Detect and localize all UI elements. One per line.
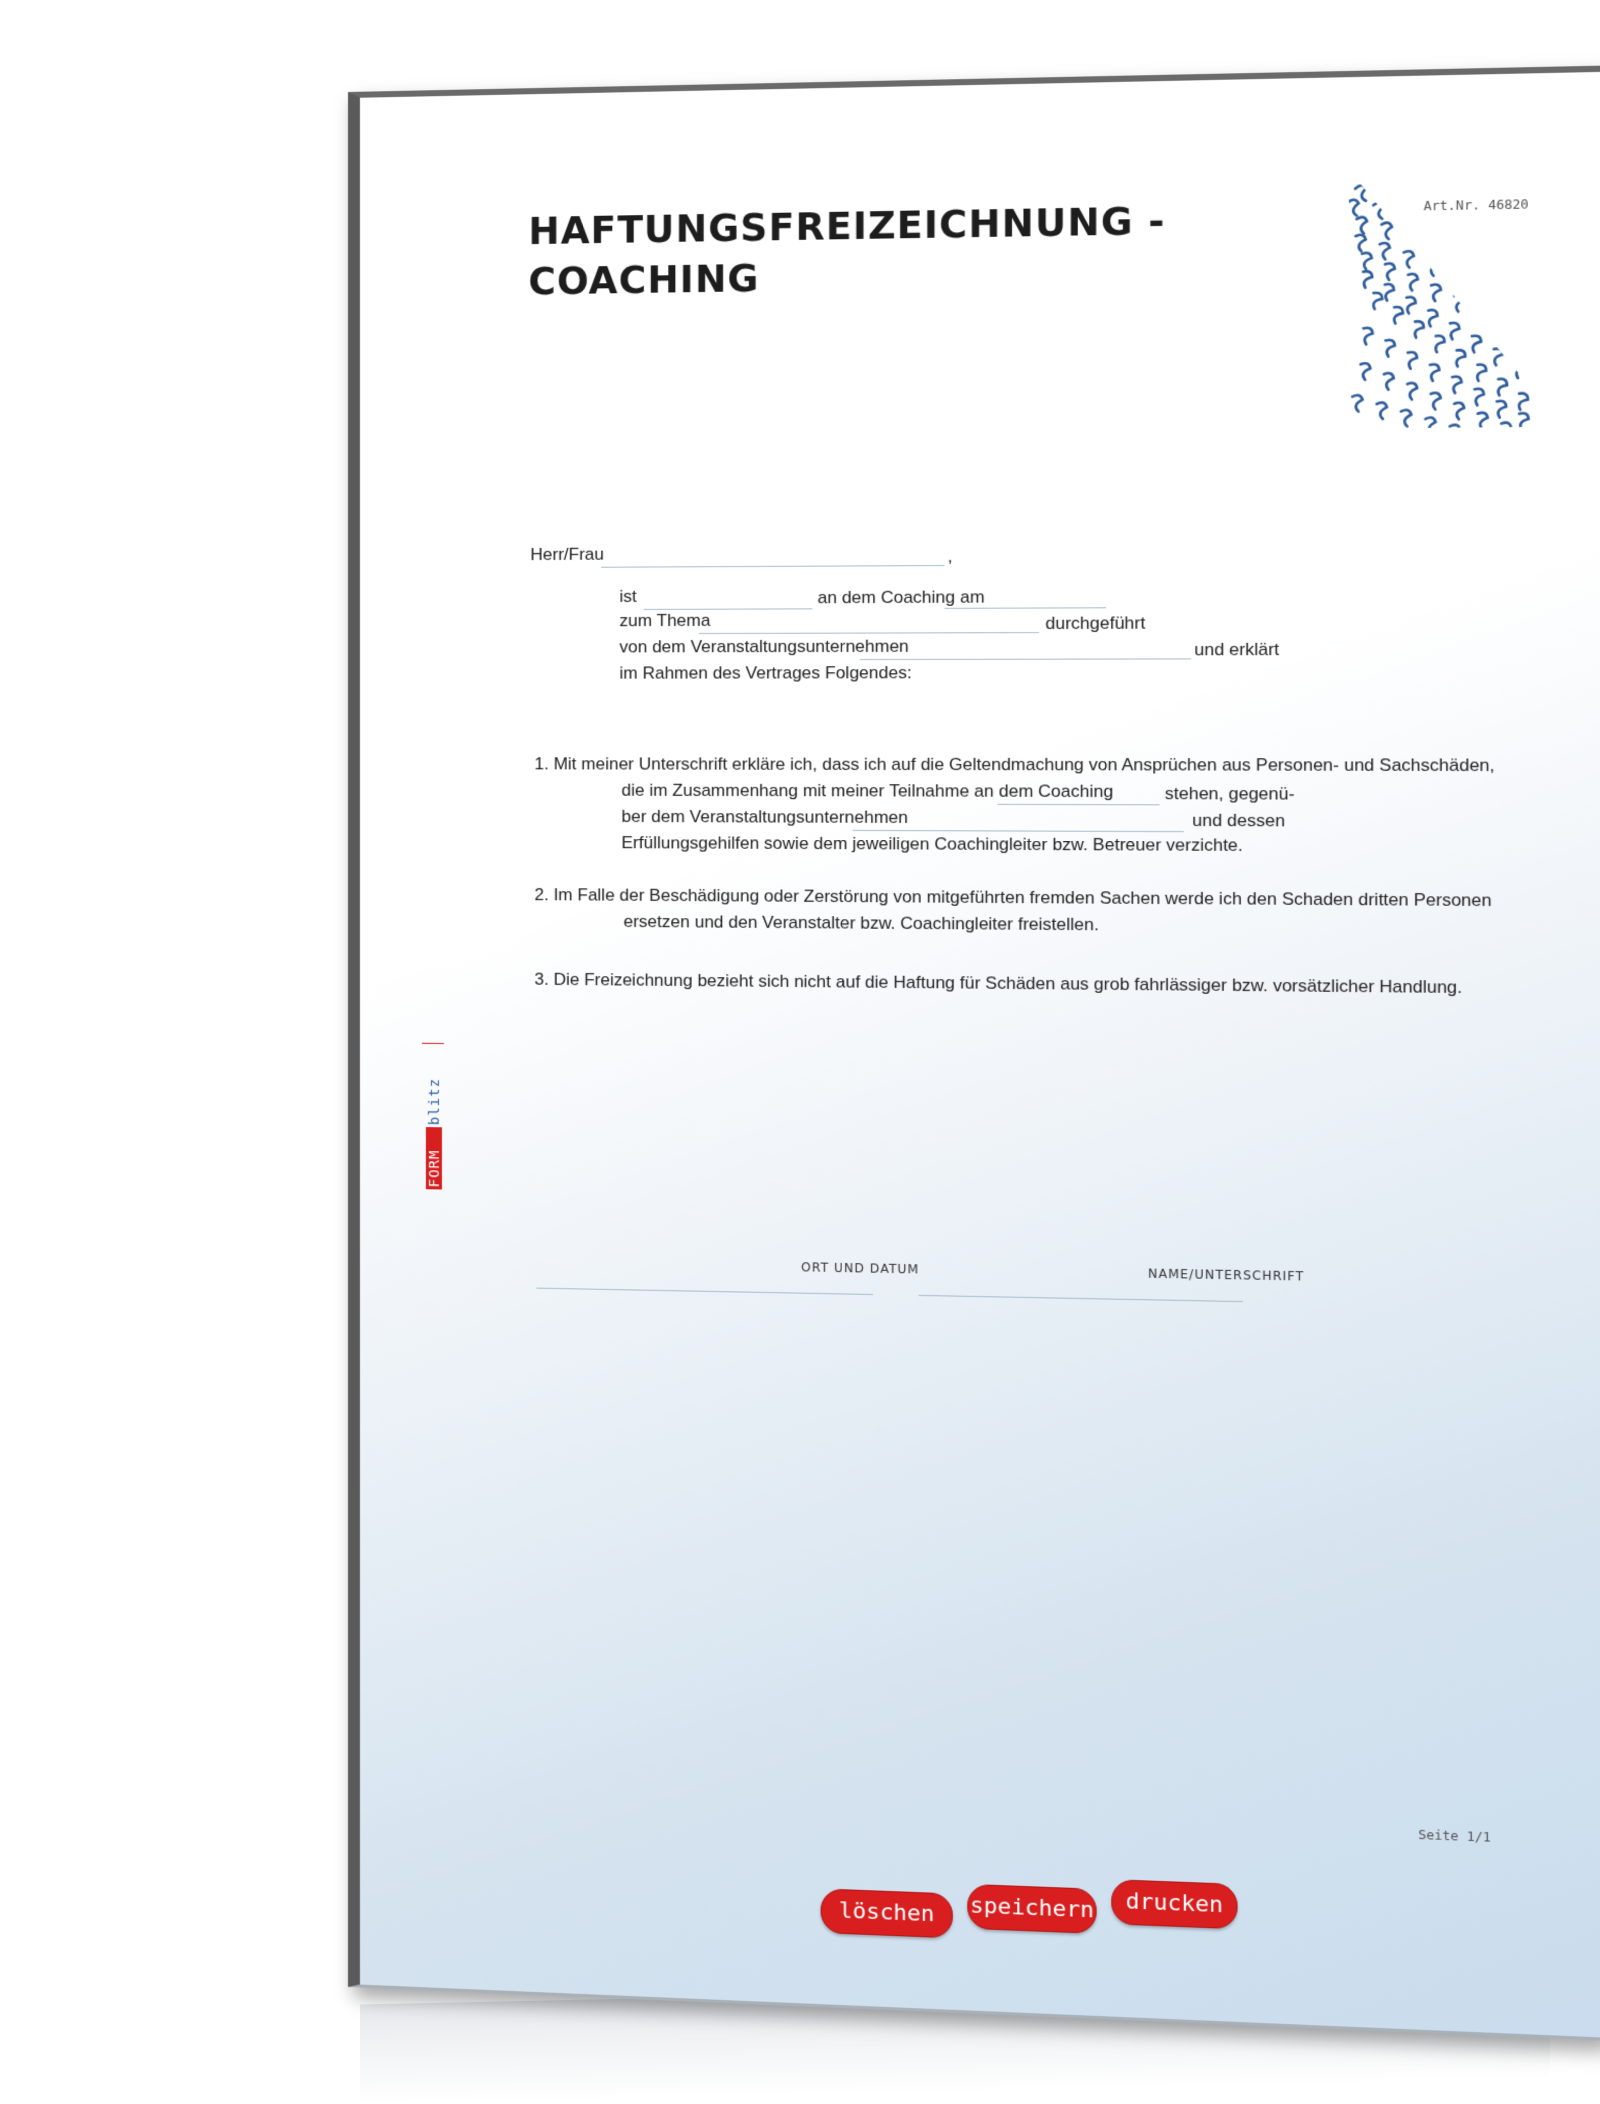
signature-input-line[interactable] [919, 1295, 1243, 1302]
topic-label: zum Thema [619, 611, 710, 632]
clause-2-line-2: ersetzen und den Veranstalter bzw. Coachingleiter freistellen. [623, 912, 1098, 936]
clause-3-line-1: 3. Die Freizeichnung bezieht sich nicht auf die Haftung für Schäden aus grob fahrlässiger bzw. vorsätzlicher Handlung. [534, 970, 1462, 999]
article-number: Art.Nr. 46820 [1424, 196, 1529, 213]
title-line-2: COACHING [528, 247, 1165, 307]
svg-text:FORM: FORM [427, 1149, 443, 1187]
clause-2-line-1: 2. Im Falle der Beschädigung oder Zerstörung von mitgeführten fremden Sachen werde ich den Schaden dritten Personen [534, 885, 1491, 911]
document-page [348, 66, 1600, 2041]
clause-1-line-4: Erfüllungsgehilfen sowie dem jeweiligen Coachingleiter bzw. Betreuer verzichte. [621, 833, 1242, 856]
role-input-line[interactable] [644, 608, 813, 610]
delete-button[interactable]: löschen [821, 1888, 953, 1938]
title-line-1: HAFTUNGSFREIZEICHNUNG - [528, 196, 1165, 257]
save-button[interactable]: speichern [967, 1884, 1096, 1934]
declares-label: und erklärt [1194, 640, 1279, 661]
clause-1-line-1: 1. Mit meiner Unterschrift erkläre ich, dass ich auf die Geltendmachung von Ansprüchen aus Personen- und Sachschäden, [534, 754, 1494, 776]
clause-1-line-2a: die im Zusammenhang mit meiner Teilnahme an dem Coaching [621, 781, 1113, 803]
place-date-label: ORT UND DATUM [801, 1260, 919, 1276]
topic-input-line[interactable] [699, 632, 1039, 634]
place-date-input-line[interactable] [536, 1288, 873, 1295]
ist-label: ist [619, 587, 636, 607]
organizer-label: von dem Veranstaltungsunternehmen [619, 637, 908, 658]
clause-1-line-3a: ber dem Veranstaltungsunternehmen [621, 807, 908, 828]
coaching-date-input-line[interactable] [945, 607, 1107, 609]
print-button[interactable]: drucken [1111, 1879, 1237, 1929]
organizer-input-line[interactable] [860, 658, 1191, 660]
salutation-label: Herr/Frau [530, 545, 604, 566]
conducted-label: durchgeführt [1045, 613, 1145, 634]
clause-1-line-2b: stehen, gegenü- [1165, 784, 1295, 805]
svg-text:blitz: blitz [427, 1078, 443, 1125]
name-input-line[interactable] [601, 565, 944, 568]
coaching-date-label: an dem Coaching am [818, 587, 985, 608]
contract-intro-text: im Rahmen des Vertrages Folgendes: [619, 663, 911, 684]
document-title [528, 196, 1165, 307]
document-page-wrapper [348, 66, 1600, 2041]
coaching-name-input-line[interactable] [997, 804, 1159, 805]
comma: , [948, 547, 953, 567]
corner-pattern-logo-icon [1349, 166, 1574, 439]
page-number: Seite 1/1 [1418, 1827, 1491, 1845]
organizer-2-input-line[interactable] [853, 830, 1184, 832]
name-signature-label: NAME/UNTERSCHRIFT [1148, 1266, 1304, 1283]
clause-1-line-3b: und dessen [1192, 811, 1285, 832]
formblitz-logo-icon [422, 1043, 444, 1194]
